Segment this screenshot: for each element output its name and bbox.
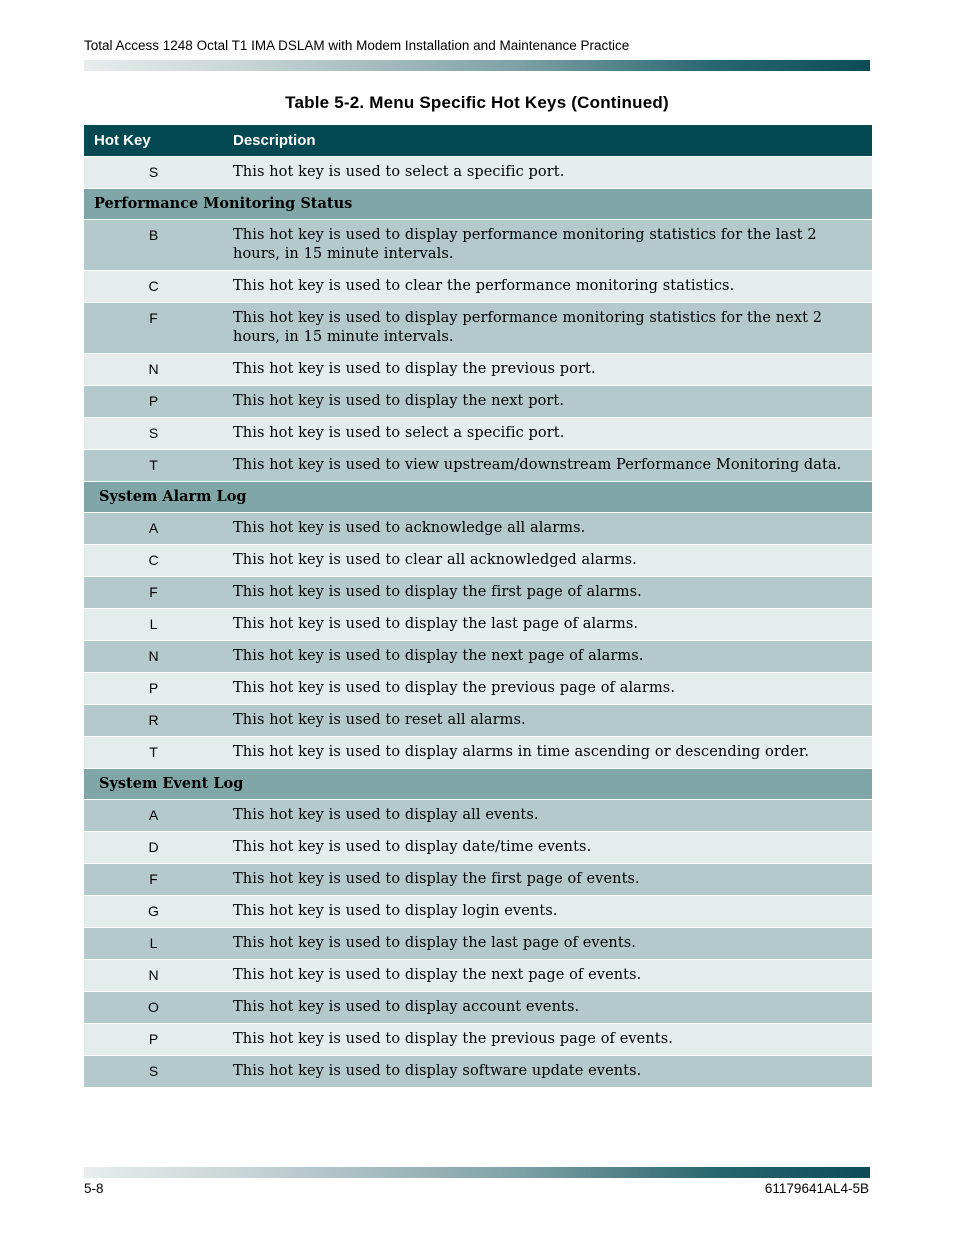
description-cell: This hot key is used to display login events. <box>223 896 872 928</box>
description-cell: This hot key is used to display performance monitoring statistics for the last 2 hours, in 15 minute intervals. <box>223 220 872 271</box>
footer-rule <box>84 1167 870 1178</box>
table-row <box>84 418 872 450</box>
table-row <box>84 386 872 418</box>
description-cell: This hot key is used to clear all acknowledged alarms. <box>223 545 872 577</box>
table-row <box>84 303 872 354</box>
hot-key-cell: S <box>84 157 223 189</box>
column-header-description: Description <box>223 125 872 157</box>
hot-key-cell: A <box>84 800 223 832</box>
table-row <box>84 609 872 641</box>
description-cell: This hot key is used to display performance monitoring statistics for the next 2 hours, in 15 minute intervals. <box>223 303 872 354</box>
description-cell: This hot key is used to display all events. <box>223 800 872 832</box>
hot-key-cell: D <box>84 832 223 864</box>
description-cell: This hot key is used to reset all alarms. <box>223 705 872 737</box>
description-cell: This hot key is used to display account events. <box>223 992 872 1024</box>
header-rule <box>84 60 870 71</box>
page-number: 5-8 <box>84 1181 104 1196</box>
table-row <box>84 641 872 673</box>
table-row <box>84 354 872 386</box>
hot-key-cell: L <box>84 928 223 960</box>
hot-key-cell: N <box>84 354 223 386</box>
description-cell: This hot key is used to acknowledge all alarms. <box>223 513 872 545</box>
description-cell: This hot key is used to clear the performance monitoring statistics. <box>223 271 872 303</box>
table-row <box>84 220 872 271</box>
table-row <box>84 896 872 928</box>
description-cell: This hot key is used to display the first page of alarms. <box>223 577 872 609</box>
hot-key-cell: N <box>84 641 223 673</box>
table-title: Table 5-2. Menu Specific Hot Keys (Continued) <box>285 93 669 112</box>
hot-key-cell: B <box>84 220 223 271</box>
hot-key-cell: F <box>84 303 223 354</box>
description-cell: This hot key is used to display the previous page of alarms. <box>223 673 872 705</box>
description-cell: This hot key is used to display the previous page of events. <box>223 1024 872 1056</box>
table-row <box>84 960 872 992</box>
table-row <box>84 832 872 864</box>
hot-key-cell: N <box>84 960 223 992</box>
hot-key-cell: T <box>84 450 223 482</box>
description-cell: This hot key is used to select a specific port. <box>223 157 872 189</box>
table-header-row <box>84 125 872 157</box>
table-row <box>84 928 872 960</box>
table-row <box>84 673 872 705</box>
hot-key-cell: P <box>84 673 223 705</box>
table-row <box>84 737 872 769</box>
hot-key-cell: L <box>84 609 223 641</box>
description-cell: This hot key is used to select a specific port. <box>223 418 872 450</box>
hot-keys-table <box>84 125 872 1087</box>
table-row <box>84 545 872 577</box>
table-row <box>84 1024 872 1056</box>
hot-key-cell: C <box>84 545 223 577</box>
table-row <box>84 705 872 737</box>
description-cell: This hot key is used to display the last page of alarms. <box>223 609 872 641</box>
description-cell: This hot key is used to display software update events. <box>223 1056 872 1088</box>
hot-key-cell: P <box>84 386 223 418</box>
column-header-hot-key: Hot Key <box>84 125 223 157</box>
description-cell: This hot key is used to display alarms in time ascending or descending order. <box>223 737 872 769</box>
hot-key-cell: F <box>84 864 223 896</box>
table-row <box>84 513 872 545</box>
section-label: System Alarm Log <box>84 482 872 513</box>
section-row <box>84 189 872 220</box>
hot-key-cell: A <box>84 513 223 545</box>
hot-key-cell: T <box>84 737 223 769</box>
hot-key-cell: O <box>84 992 223 1024</box>
description-cell: This hot key is used to display the first page of events. <box>223 864 872 896</box>
hot-key-cell: S <box>84 1056 223 1088</box>
table-row <box>84 157 872 189</box>
section-label: Performance Monitoring Status <box>84 189 872 220</box>
description-cell: This hot key is used to display the next port. <box>223 386 872 418</box>
description-cell: This hot key is used to display the last page of events. <box>223 928 872 960</box>
description-cell: This hot key is used to display the next page of alarms. <box>223 641 872 673</box>
table-row <box>84 864 872 896</box>
description-cell: This hot key is used to view upstream/downstream Performance Monitoring data. <box>223 450 872 482</box>
section-label: System Event Log <box>84 769 872 800</box>
description-cell: This hot key is used to display date/time events. <box>223 832 872 864</box>
table-row <box>84 1056 872 1088</box>
hot-key-cell: F <box>84 577 223 609</box>
table-row <box>84 992 872 1024</box>
table-body <box>84 157 872 1088</box>
section-row <box>84 482 872 513</box>
table-row <box>84 800 872 832</box>
table-row <box>84 271 872 303</box>
hot-key-cell: R <box>84 705 223 737</box>
document-number: 61179641AL4-5B <box>764 1181 869 1196</box>
hot-key-cell: G <box>84 896 223 928</box>
description-cell: This hot key is used to display the previous port. <box>223 354 872 386</box>
hot-key-cell: C <box>84 271 223 303</box>
running-header: Total Access 1248 Octal T1 IMA DSLAM with Modem Installation and Maintenance Practice <box>84 38 630 53</box>
description-cell: This hot key is used to display the next page of events. <box>223 960 872 992</box>
hot-key-cell: P <box>84 1024 223 1056</box>
table-row <box>84 577 872 609</box>
section-row <box>84 769 872 800</box>
table-row <box>84 450 872 482</box>
hot-key-cell: S <box>84 418 223 450</box>
